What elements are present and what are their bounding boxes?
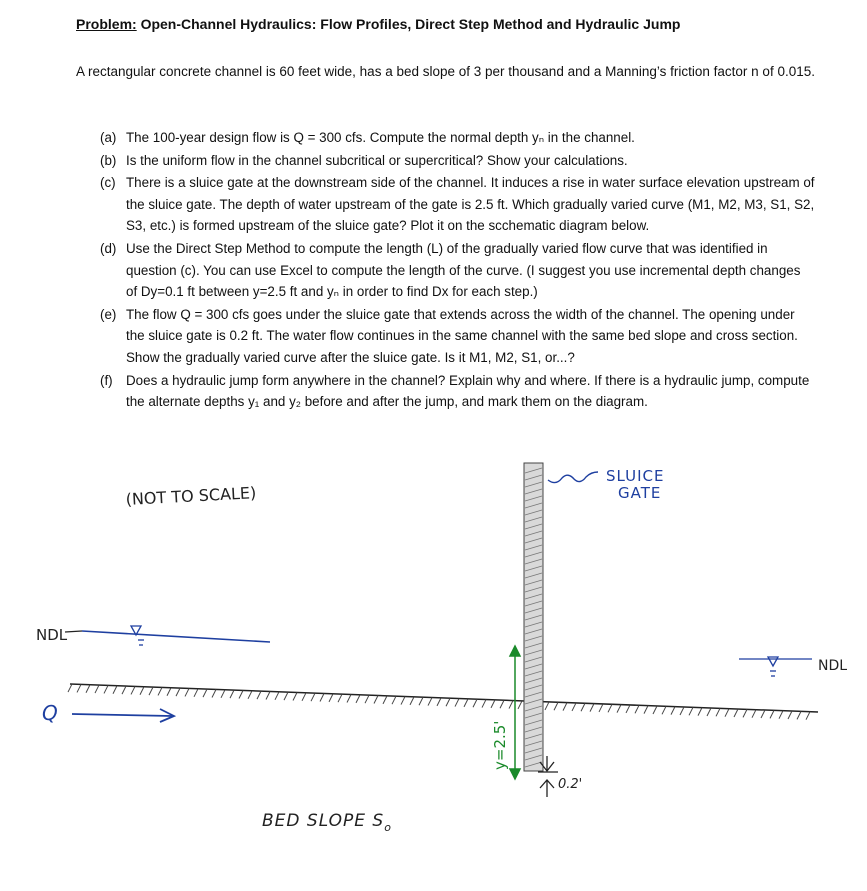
- question-c: (c) There is a sluice gate at the downstream side of the channel. It induces a rise in water surface elevation upstream of the sluice gate. The depth of water upstream of the gate is 2.5 ft. Which gradually varied curve (M1, M2, M3, S1, S2, S3, etc.) is formed upstream of the sluice gate? Plot it on the scchematic diagram below.: [100, 175, 815, 234]
- bed-slope-label: BED SLOPE $S_o$: [262, 811, 392, 834]
- ndl-line-left: [82, 631, 270, 642]
- question-d: (d) Use the Direct Step Method to compute the length (L) of the gradually varied flow curve that was identified in question (c). You can use Excel to compute the length of the curve. (I suggest you use incremental depth changes of Dy=0.1 ft between y=2.5 ft and yₙ in order to find Dx for each step.): [100, 240, 801, 300]
- problem-intro: A rectangular concrete channel is 60 feet wide, has a bed slope of 3 per thousand and a Manning’s friction factor n of 0.015.: [76, 64, 815, 79]
- sluice-gate-label-line2: GATE: [618, 484, 662, 502]
- gate-label-pointer: [548, 472, 598, 483]
- sluice-gate: [524, 463, 543, 771]
- opening-label: 0.2': [558, 777, 583, 792]
- question-b: (b) Is the uniform flow in the channel subcritical or supercritical? Show your calculations.: [100, 152, 628, 168]
- flow-label: Q: [42, 701, 58, 725]
- title-prefix: Problem:: [76, 16, 137, 32]
- ndl-leader-left: [65, 631, 82, 632]
- water-surface-symbol-right: [739, 657, 812, 676]
- question-e: (e) The flow Q = 300 cfs goes under the sluice gate that extends across the width of the channel. The opening under the sluice gate is 0.2 ft. The water flow continues in the same channel with the same bed slope and cross section. Show the gradually varied curve after the sluice gate. Is it M1, M2, S1, or...?: [100, 306, 798, 365]
- question-f: (f) Does a hydraulic jump form anywhere in the channel? Explain why and where. If there is a hydraulic jump, compute the alternate depths y₁ and y₂ before and after the jump, and mark them on the diagram.: [100, 372, 810, 410]
- question-a: (a) The 100-year design flow is Q = 300 cfs. Compute the normal depth yₙ in the channel.: [100, 130, 635, 145]
- depth-label: y=2.5': [491, 720, 509, 770]
- water-surface-symbol-left: [131, 626, 144, 645]
- flow-arrow: [72, 709, 174, 722]
- ndl-label-right: NDL: [818, 658, 848, 674]
- ndl-label-left: NDL: [36, 626, 68, 644]
- sluice-gate-label-line1: SLUICE: [606, 467, 665, 485]
- channel-bed: [68, 684, 818, 720]
- title-text: Open-Channel Hydraulics: Flow Profiles, Direct Step Method and Hydraulic Jump: [136, 16, 681, 32]
- depth-dimension: [510, 646, 520, 779]
- not-to-scale-label: (NOT TO SCALE): [125, 483, 257, 509]
